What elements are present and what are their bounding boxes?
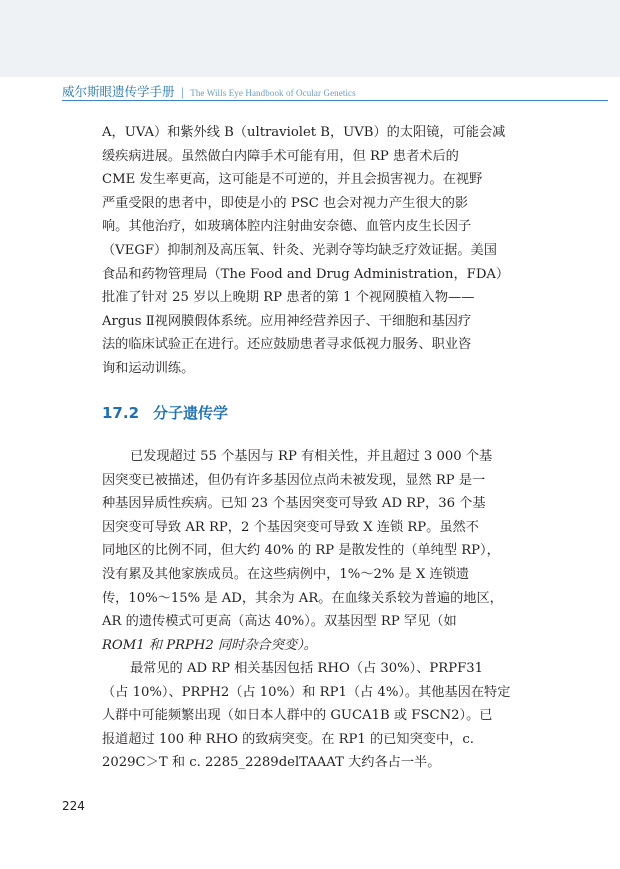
text-line: 已发现超过 55 个基因与 RP 有相关性，并且超过 3 000 个基	[130, 449, 493, 464]
page-number: 224	[62, 799, 85, 813]
top-margin-band	[0, 0, 620, 77]
text-line: 食品和药物管理局（The Food and Drug Administration，FDA）	[102, 266, 510, 282]
text-line: 询和运动训练。	[102, 360, 195, 376]
header-separator: |	[180, 86, 185, 99]
text-line: CME 发生率更高，这可能是不可逆的，并且会损害视力。在视野	[102, 172, 483, 188]
header-rule	[62, 100, 608, 101]
text-line: 2029C＞T 和 c. 2285_2289delTAAAT 大约各占一半。	[102, 755, 441, 771]
text-line: 因突变已被描述，但仍有许多基因位点尚未被发现，显然 RP 是一	[102, 472, 486, 488]
text-line: AR 的遗传模式可更高（高达 40%）。双基因型 RP 罕见（如	[102, 614, 457, 630]
text-line: 缓疾病进展。虽然做白内障手术可能有用，但 RP 患者术后的	[102, 148, 459, 164]
section-heading	[102, 402, 228, 424]
text-line: 报道超过 100 种 RHO 的致病突变。在 RP1 的已知突变中，c.	[102, 731, 474, 747]
book-title-chinese: 威尔斯眼遗传学手册	[62, 84, 175, 99]
text-line: 同地区的比例不同，但大约 40% 的 RP 是散发性的（单纯型 RP），	[102, 543, 500, 559]
text-line: 最常见的 AD RP 相关基因包括 RHO（占 30%）、PRPF31	[130, 661, 484, 676]
book-title-english: The Wills Eye Handbook of Ocular Genetics	[190, 88, 356, 98]
text-line: Argus Ⅱ视网膜假体系统。应用神经营养因子、干细胞和基因疗	[102, 313, 472, 329]
text-line: 没有累及其他家族成员。在这些病例中，1%～2% 是 X 连锁遗	[102, 566, 470, 582]
text-line: 人群中可能频繁出现（如日本人群中的 GUCA1B 或 FSCN2）。已	[102, 708, 493, 724]
text-line: 响。其他治疗，如玻璃体腔内注射曲安奈德、血管内皮生长因子	[102, 219, 472, 235]
paragraph-common-genes	[102, 657, 522, 775]
text-line: 严重受限的患者中，即使是小的 PSC 也会对视力产生很大的影	[102, 195, 469, 211]
text-line: A，UVA）和紫外线 B（ultraviolet B，UVB）的太阳镜，可能会减	[102, 125, 506, 140]
section-title: 分子遗传学	[153, 404, 229, 422]
paragraph-treatment	[102, 121, 522, 381]
text-line: （占 10%）、PRPH2（占 10%）和 RP1（占 4%）。其他基因在特定	[102, 684, 511, 700]
section-number: 17.2	[102, 404, 140, 422]
paragraph-gene-overview	[102, 445, 522, 657]
text-line: 因突变可导致 AR RP，2 个基因突变可导致 X 连锁 RP。虽然不	[102, 519, 479, 535]
running-header	[62, 84, 356, 100]
text-line: 传，10%～15% 是 AD，其余为 AR。在血缘关系较为普遍的地区，	[102, 590, 503, 606]
text-line: （VEGF）抑制剂及高压氧、针灸、光剥夺等均缺乏疗效证据。美国	[102, 242, 497, 258]
text-line: ROM1 和 PRPH2 同时杂合突变）。	[102, 637, 317, 653]
text-line: 法的临床试验正在进行。还应鼓励患者寻求低视力服务、职业咨	[102, 337, 472, 353]
text-line: 种基因异质性疾病。已知 23 个基因突变可导致 AD RP，36 个基	[102, 496, 486, 512]
text-line: 批准了针对 25 岁以上晚期 RP 患者的第 1 个视网膜植入物——	[102, 290, 475, 306]
